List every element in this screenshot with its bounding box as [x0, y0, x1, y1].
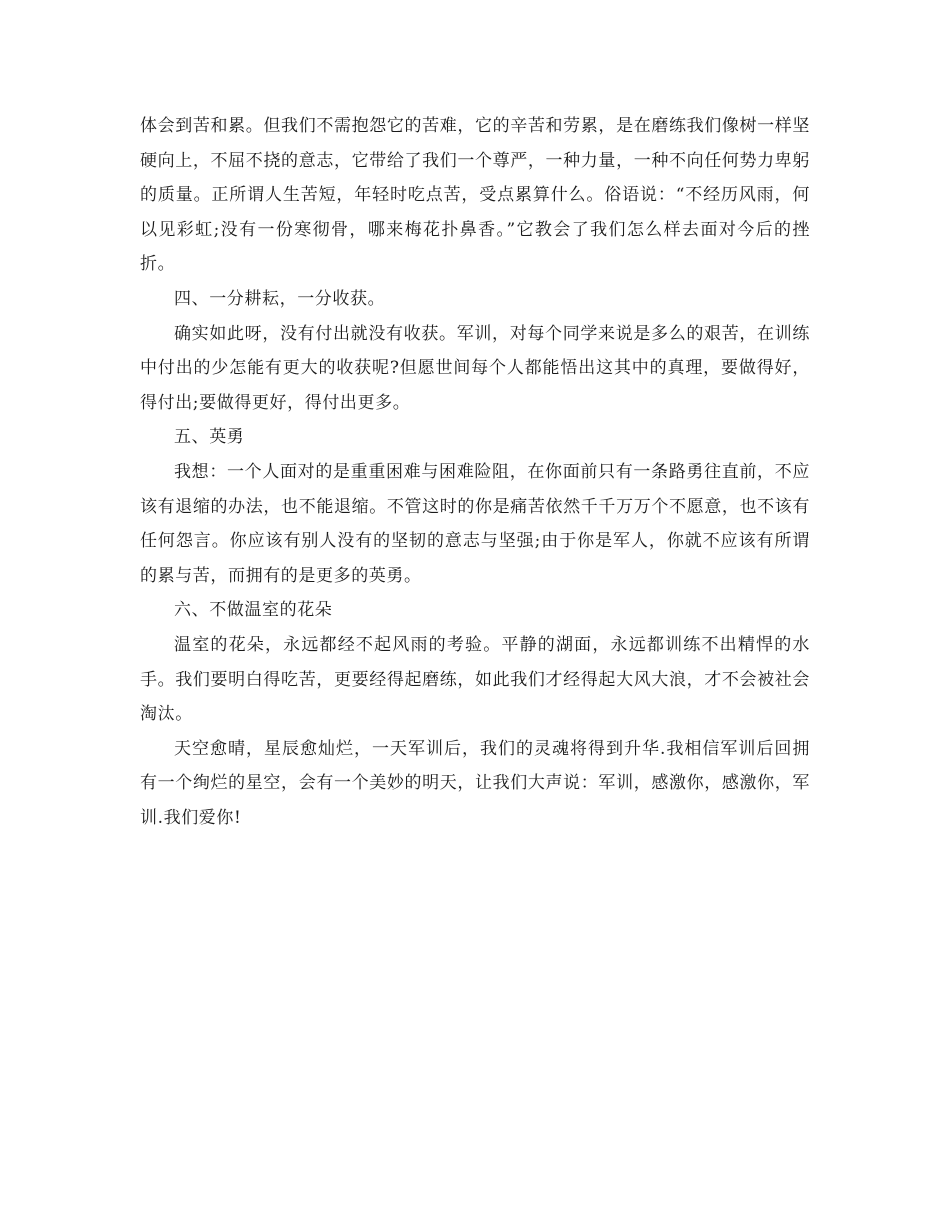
section-heading-four: 四、一分耕耘，一分收获。: [174, 288, 386, 309]
section-heading-six: 六、不做温室的花朵: [174, 600, 333, 621]
closing-paragraph: 天空愈晴，星辰愈灿烂，一天军训后，我们的灵魂将得到升华.我相信军训后回拥有一个绚烂的星空，会有一个美妙的明天，让我们大声说：军训，感激你，感激你，军训.我们爱你!: [140, 738, 810, 828]
body-paragraph: 我想：一个人面对的是重重困难与困难险阻，在你面前只有一条路勇往直前，不应该有退缩的办法，也不能退缩。不管这时的你是痛苦依然千千万万个不愿意，也不该有任何怨言。你应该有别人没有的坚韧的意志与坚强;由于你是军人，你就不应该有所谓的累与苦，而拥有的是更多的英勇。: [140, 461, 810, 586]
section-heading-five: 五、英勇: [174, 427, 245, 448]
body-paragraph-continued: 体会到苦和累。但我们不需抱怨它的苦难，它的辛苦和劳累，是在磨练我们像树一样坚硬向上，不屈不挠的意志，它带给了我们一个尊严，一种力量，一种不向任何势力卑躬的质量。正所谓人生苦短，年轻时吃点苦，受点累算什么。俗语说：“不经历风雨，何以见彩虹;没有一份寒彻骨，哪来梅花扑鼻香。”它教会了我们怎么样去面对今后的挫折。: [140, 116, 810, 275]
body-paragraph: 确实如此呀，没有付出就没有收获。军训，对每个同学来说是多么的艰苦，在训练中付出的少怎能有更大的收获呢?但愿世间每个人都能悟出这其中的真理，要做得好，得付出;要做得更好，得付出更多。: [140, 323, 810, 413]
body-paragraph: 温室的花朵，永远都经不起风雨的考验。平静的湖面，永远都训练不出精悍的水手。我们要明白得吃苦，更要经得起磨练，如此我们才经得起大风大浪，才不会被社会淘汰。: [140, 634, 810, 725]
document-body: [140, 109, 810, 835]
